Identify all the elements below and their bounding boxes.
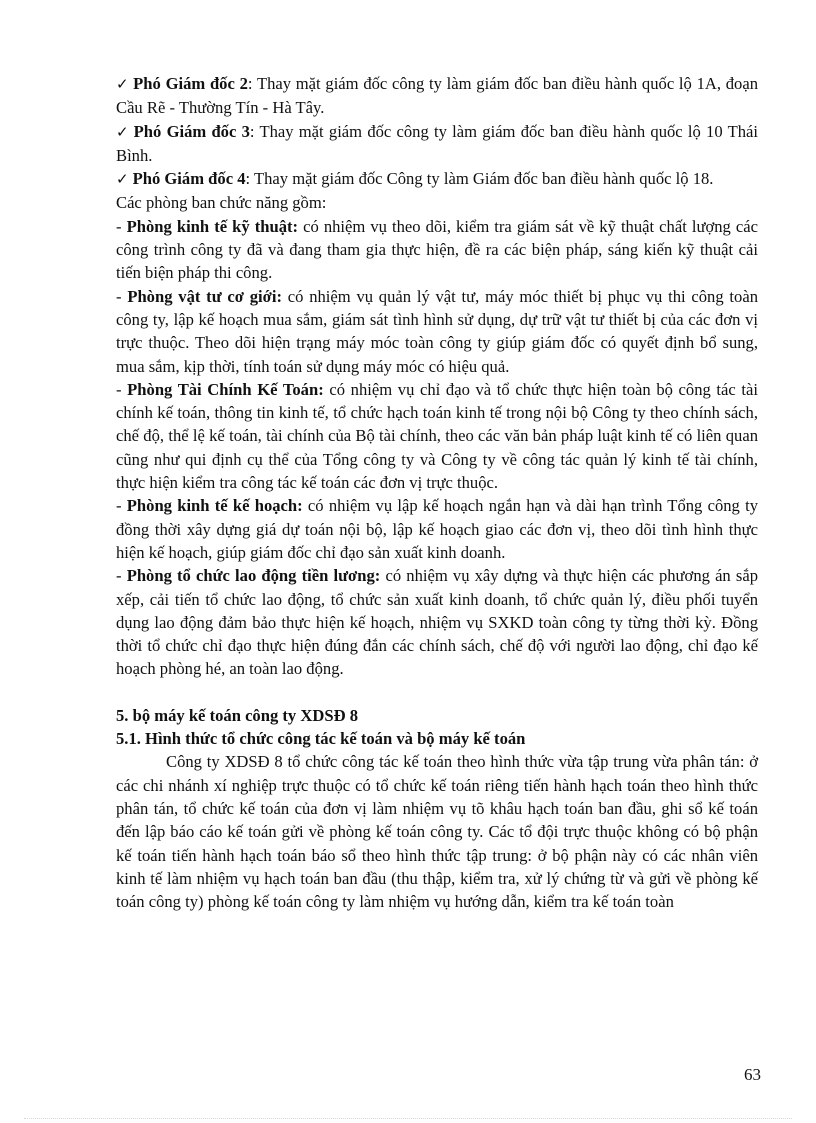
director-item — [116, 120, 758, 168]
department-text: có nhiệm vụ quản lý vật tư, máy móc thiết bị phục vụ thi công toàn công ty, lập kế hoạch mua sắm, giám sát tình hình sử dụng, dự trữ vật tư thiết bị của các đơn vị trực thuộc. Theo dõi hiện trạng máy móc toàn công ty giúp giám đốc có quyết định bổ sung, mua sắm, kịp thời, tính toán sử dụng máy móc có hiệu quả. — [116, 286, 758, 376]
department-title: Phòng vật tư cơ giới: — [127, 286, 282, 306]
subsection-heading: 5.1. Hình thức tổ chức công tác kế toán và bộ máy kế toán — [116, 729, 526, 749]
department-item — [116, 494, 758, 564]
department-text: có nhiệm vụ lập kế hoạch ngắn hạn và dài hạn trình Tổng công ty đồng thời xây dựng giá dự toán nội bộ, lập kế hoạch giao các đơn vị, theo dõi tình hình thực hiện kế hoạch, giúp giám đốc chỉ đạo sản xuất kinh doanh. — [116, 496, 758, 562]
department-item — [116, 285, 758, 378]
department-title: Phòng kinh tế kỹ thuật: — [126, 216, 299, 236]
section-heading: 5. bộ máy kế toán công ty XDSĐ 8 — [116, 705, 359, 725]
director-text: : Thay mặt giám đốc công ty làm giám đốc ban điều hành quốc lộ 10 Thái Bình. — [116, 121, 758, 165]
department-item — [116, 378, 758, 494]
director-text: : Thay mặt giám đốc công ty làm giám đốc ban điều hành quốc lộ 1A, đoạn Cầu Rẽ - Thường Tín - Hà Tây. — [116, 74, 758, 118]
dash: - — [116, 216, 127, 236]
department-item — [116, 215, 758, 285]
checkmark-icon: ✓ — [116, 122, 130, 141]
department-item — [116, 564, 758, 680]
spacer — [116, 681, 758, 704]
department-title: Phòng tổ chức lao động tiền lương: — [126, 566, 381, 586]
department-text: có nhiệm vụ chỉ đạo và tổ chức thực hiện toàn bộ công tác tài chính kế toán, thông tin kinh tế, tổ chức hạch toán kinh tế trong nội bộ Công ty theo chính sách, chế độ, thể lệ kế toán, tài chính của Bộ tài chính, theo các văn bản pháp luật kinh tế có liên quan cũng như qui định cụ thể của Tổng công ty và Công ty về công tác quản lý kinh tế tài chính, thực hiện kiểm tra công tác kế toán các đơn vị trực thuộc. — [116, 379, 758, 493]
dash: - — [116, 379, 128, 399]
director-item — [116, 72, 758, 120]
director-item — [116, 167, 758, 191]
dash: - — [116, 286, 128, 306]
director-title: Phó Giám đốc 2 — [133, 74, 248, 93]
department-title: Phòng Tài Chính Kế Toán: — [127, 379, 324, 399]
footer-divider — [24, 1118, 792, 1119]
department-title: Phòng kinh tế kế hoạch: — [126, 496, 303, 516]
director-title: Phó Giám đốc 4 — [132, 169, 246, 189]
checkmark-icon: ✓ — [116, 170, 129, 189]
body-paragraph: Công ty XDSĐ 8 tổ chức công tác kế toán theo hình thức vừa tập trung vừa phân tán: ở các chi nhánh xí nghiệp trực thuộc có tổ chức kế toán riêng tiến hành hạch toán theo hình thức phân tán, tổ chức kế toán của đơn vị làm nhiệm vụ tõ khâu hạch toán ban đầu, ghi sổ kế toán đến lập báo cáo kế toán gửi về phòng kế toán công ty. Các tổ đội trực thuộc không có bộ phận kế toán tiến hành hạch toán báo sổ theo hình thức tập trung: ở bộ phận này có các nhân viên kinh tế làm nhiệm vụ hạch toán ban đầu (thu thập, kiểm tra, xử lý chứng từ và gửi về phòng kế toán công ty) phòng kế toán công ty làm nhiệm vụ hướng dẫn, kiểm tra kế toán toàn — [116, 752, 758, 912]
page-number: 63 — [744, 1065, 761, 1084]
checkmark-icon: ✓ — [116, 75, 130, 93]
document-page — [116, 72, 758, 913]
dash: - — [116, 496, 127, 516]
department-text: có nhiệm vụ theo dõi, kiểm tra giám sát về kỹ thuật chất lượng các công trình công ty đã và đang tham gia thực hiện, đề ra các biện pháp, sáng kiến kỹ thuật cải tiến biện pháp thi công. — [116, 216, 758, 283]
director-text: : Thay mặt giám đốc Công ty làm Giám đốc ban điều hành quốc lộ 18. — [245, 169, 714, 189]
departments-intro: Các phòng ban chức năng gồm: — [116, 193, 327, 213]
director-title: Phó Giám đốc 3 — [133, 121, 250, 141]
dash: - — [116, 566, 127, 586]
department-text: có nhiệm vụ xây dựng và thực hiện các phương án sắp xếp, cải tiến tổ chức lao động, tổ chức sản xuất kinh doanh, tổ chức quản lý, điều phối tuyển dụng lao động đảm bảo thực hiện kế hoạch, nhiệm vụ SXKD toàn công ty từng thời kỳ. Đồng thời tổ chức chỉ đạo thực hiện đúng đắn các chính sách, chế độ với người lao động, chỉ đạo kế hoạch phòng hé, an toàn lao động. — [116, 566, 758, 679]
